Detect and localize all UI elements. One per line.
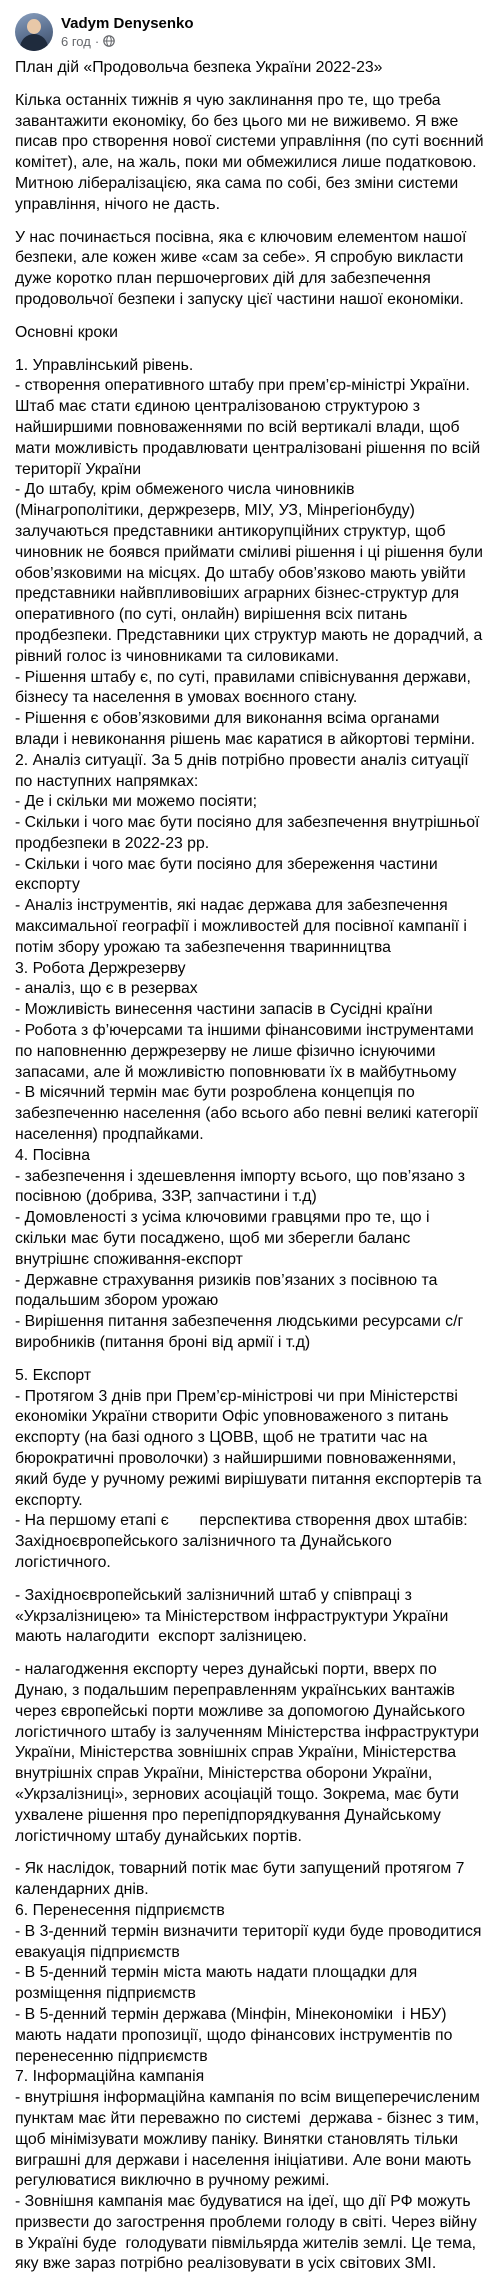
step-item: - На першому етапі є перспектива створення двох штабів: Західноєвропейського залізничного та Дунайського логістичного.	[15, 1512, 473, 1571]
post-meta	[61, 15, 194, 50]
step-item: - Скільки і чого має бути посіяно для забезпечення внутрішньої продбезпеки в 2022-23 рр.	[15, 814, 484, 852]
step-item: - Як наслідок, товарний потік має бути запущений протягом 7 календарних днів.	[15, 1860, 469, 1899]
step-item: - Протягом 3 днів при Прем’єр-міністрові чи при Міністерстві економіки України створити Офіс уповноваженого з питань експорту (на базі одного з ЦОВВ, щоб не тратити час на бюрократичні проволочки) з найширшими повноваженнями, який буде у ручному режимі вирішувати питання експортерів та експорту.	[15, 1387, 486, 1509]
step-item: - В 3-денний термін визначити території куди буде проводитися евакуація підприємств	[15, 1922, 486, 1961]
post-body	[15, 58, 488, 2275]
step-item: - В 5-денний термін держава (Мінфін, Мінекономіки і НБУ) мають надати пропозиції, щодо фінансових інструментів по перенесенню підприємств	[15, 2005, 457, 2065]
globe-icon	[103, 35, 115, 47]
step-heading: 3. Робота Держрезерву	[15, 959, 186, 977]
step-heading: 6. Перенесення підприємств	[15, 1901, 225, 1919]
step-item: - Західноєвропейський залізничний штаб у співпраці з «Укрзалізницею» та Міністерством інфраструктури України мають налагодити експорт залізницею.	[15, 1586, 453, 1646]
spacer	[15, 1574, 485, 1586]
step-item: - Робота з ф’ючерсами та іншими фінансовими інструментами по наповненню держрезерву не лише фізично існуючими запасами, але й можливістю поповнювати їх в майбутньому	[15, 1022, 479, 1081]
spacer	[15, 1354, 485, 1366]
post-subline	[61, 33, 194, 50]
step-item: - Скільки і чого має бути посіяно для збереження частини експорту	[15, 855, 443, 894]
step-item: - внутрішня інформаційна кампанія по всім вищеперечисленим пунктам має йти переважно по системі держава - бізнес з тим, щоб мінімізувати можливу паніку. Винятки становлять тільки виграшні для держави і населення ініціативи. Але вони мають регулюватися виключно в ручному режимі.	[15, 2089, 485, 2190]
step-heading: 1. Управлінський рівень.	[15, 356, 194, 374]
separator-dot: ·	[94, 33, 100, 49]
step-item: - В місячний термін має бути розроблена концепція по забезпеченню населення (або всього або певні великі категорії населення) продпайками.	[15, 1084, 483, 1144]
post-title: План дій «Продовольча безпека України 2022-23»	[15, 59, 383, 76]
step-item: - Зовнішня кампанія має будуватися на ідеї, що дії РФ можуть призвести до загострення проблеми голоду в світі. Через війну в Україні буде голодувати півмільярда жителів землі. Це тема, яку вже зараз потрібно реалізовувати в усіх світових ЗМІ.	[15, 2193, 482, 2273]
avatar-head	[27, 19, 41, 34]
step-item: - До штабу, крім обмеженого числа чиновників (Мінагрополітики, держрезерв, МІУ, УЗ, Мінрегіонбуду) залучаються представники антикорупційних структур, щоб чиновник не боявся приймати сміливі рішення і ці рішення були обов’язковими на місцях. До штабу обов’язково мають увійти представники найвпливовіших аграрних бізнес-структур для оперативного (по суті, онлайн) вирішення всіх питань продбезпеки. Представники цих структур мають не дорадчий, а рівний голос із чиновниками та силовиками.	[15, 481, 488, 665]
step-item: - Вирішення питання забезпечення людськими ресурсами с/г виробників (питання броні від армії і т.д)	[15, 1313, 468, 1352]
avatar[interactable]	[15, 13, 53, 51]
post-header	[15, 10, 485, 54]
step-item: - налагодження експорту через дунайські порти, вверх по Дунаю, з подальшим переправленням українських вантажів через європейські порти можливе за допомогою Дунайського логістичного штабу із залученням Міністерства інфраструктури України, Міністерства зовнішніх справ України, Міністерства внутрішніх справ України, Міністерства оборони України, «Укрзалізниці», зернових асоціацій тощо. Зокрема, має бути ухвалене рішення про перепідпорядкування Дунайському логістичному штабу дунайських портів.	[15, 1661, 484, 1845]
step-item: - В 5-денний термін міста мають надати площадки для розміщення підприємств	[15, 1964, 422, 2003]
post-time[interactable]: 6 год	[61, 33, 91, 49]
spacer	[15, 1847, 485, 1859]
step-item: - Аналіз інструментів, які надає держава для забезпечення максимальної географії і можливостей для посівної кампанії і потім збору урожаю та забезпечення тваринництва	[15, 897, 472, 956]
step-item: - Домовленості з усіма ключовими гравцями про те, що і скільки має бути посаджено, щоб ми зберегли баланс внутрішнє споживання-експорт	[15, 1209, 434, 1268]
step-heading: 2. Аналіз ситуації. За 5 днів потрібно провести аналіз ситуації по наступних напрямках:	[15, 751, 474, 790]
step-item: - Державне страхування ризиків пов’язаних з посівною та подальшим збором урожаю	[15, 1271, 442, 1310]
step-item: - Можливість винесення частини запасів в Сусідні країни	[15, 1001, 433, 1019]
step-item: - аналіз, що є в резервах	[15, 980, 198, 998]
section-heading: Основні кроки	[15, 323, 118, 341]
post-paragraph: У нас починається посівна, яка є ключовим елементом нашої безпеки, але кожен живе «сам за себе». Я спробую викласти дуже коротко план першочергових дій для забезпечення продовольчої безпеки і запуску цієї частини нашої економіки.	[15, 228, 471, 308]
step-heading: 7. Інформаційна кампанія	[15, 2068, 205, 2086]
step-item: - Рішення штабу є, по суті, правилами співіснування держави, бізнесу та населення в умовах воєнного стану.	[15, 668, 476, 707]
step-item: - Рішення є обов’язковими для виконання всіма органами влади і невиконання рішень має каратися в айкортові терміни.	[15, 710, 475, 748]
step-heading: 4. Посівна	[15, 1146, 91, 1164]
author-name[interactable]: Vadym Denysenko	[61, 14, 194, 32]
steps-list	[15, 356, 488, 2275]
step-item: - Де і скільки ми можемо посіяти;	[15, 793, 257, 811]
step-item: - забезпечення і здешевлення імпорту всього, що пов’язано з посівною (добрива, ЗЗР, запчастини і т.д)	[15, 1167, 470, 1206]
step-heading: 5. Експорт	[15, 1366, 92, 1384]
post-paragraph: Кілька останніх тижнів я чую заклинання про те, що треба завантажити економіку, бо без цього ми не виживемо. Я вже писав про створення нової системи управління (по суті воєнний комітет), але, на жаль, поки ми обмежилися лише податковою. Митною лібералізацією, яка сама по собі, без зміни системи управління, нічого не дасть.	[15, 91, 488, 213]
step-item: - створення оперативного штабу при прем’єр-міністрі України. Штаб має стати єдиною централізованою структурою з найширшими повноваженнями по всій вертикалі влади, щоб мати можливість продавлювати централізовані рішення по всій території України	[15, 377, 485, 478]
avatar-shoulders	[20, 34, 48, 51]
spacer	[15, 1648, 485, 1660]
